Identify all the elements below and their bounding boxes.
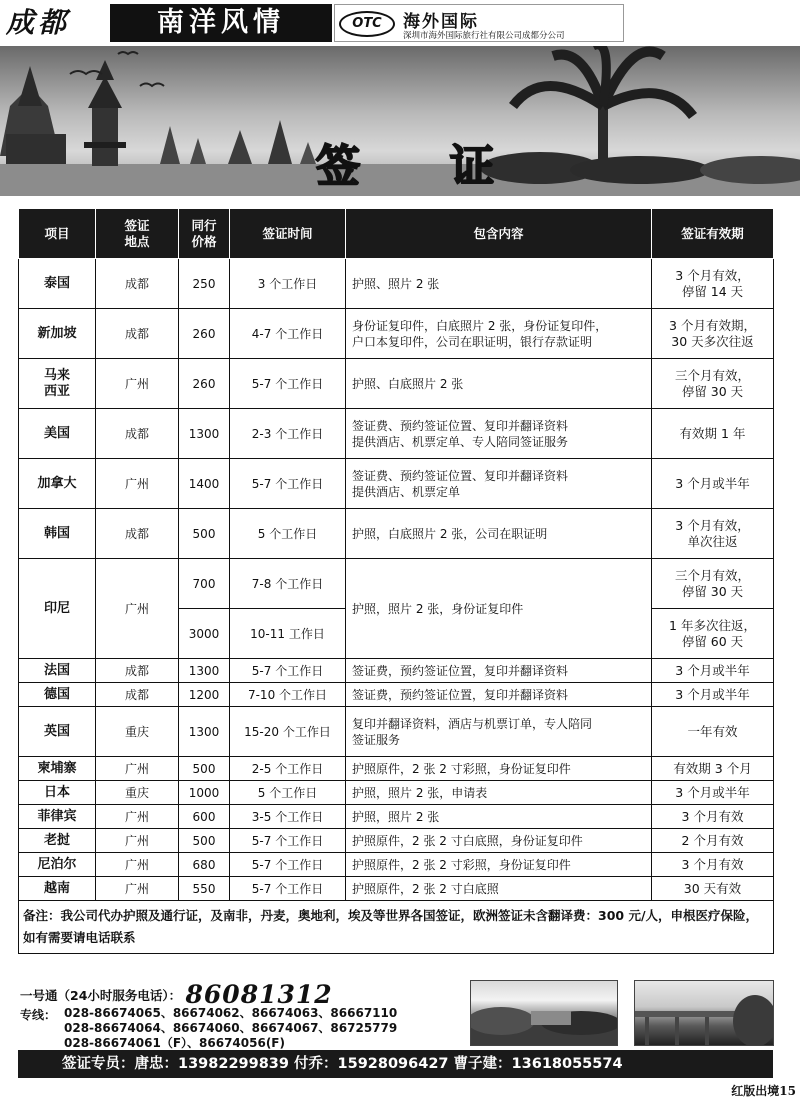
validity-cell: 一年有效: [652, 707, 774, 757]
time-cell: 5-7 个工作日: [230, 659, 346, 683]
location-cell: 广州: [96, 757, 179, 781]
validity-cell: 有效期 1 年: [652, 409, 774, 459]
table-row: [19, 877, 774, 901]
content-cell: 签证费、预约签证位置、复印并翻译资料 提供酒店、机票定单: [346, 459, 652, 509]
footnote-cell: 备注：我公司代办护照及通行证，及南非，丹麦，奥地利，埃及等世界各国签证，欧洲签证未含翻译费：300 元/人，申根医疗保险，如有需要请电话联系: [19, 901, 774, 954]
validity-cell: 3 个月有效期， 30 天多次往返: [652, 309, 774, 359]
location-cell: 成都: [96, 659, 179, 683]
time-cell: 3 个工作日: [230, 259, 346, 309]
table-row: [19, 829, 774, 853]
table-row: [19, 259, 774, 309]
validity-cell: 3 个月有效: [652, 853, 774, 877]
price-cell: 680: [179, 853, 230, 877]
location-cell: 广州: [96, 805, 179, 829]
country-cell: 加拿大: [19, 459, 96, 509]
validity-cell: 3 个月或半年: [652, 683, 774, 707]
location-cell: 广州: [96, 829, 179, 853]
time-cell: 2-3 个工作日: [230, 409, 346, 459]
brand-title: 南洋风情: [110, 4, 332, 42]
table-row: [19, 409, 774, 459]
header-cell-validity: 签证有效期: [652, 209, 774, 259]
hotline-number[interactable]: 86081312: [185, 980, 333, 1009]
price-cell: 260: [179, 309, 230, 359]
hero-title: [270, 130, 584, 192]
price-cell: 500: [179, 509, 230, 559]
country-cell: 韩国: [19, 509, 96, 559]
page-label: 红版出境15: [731, 1084, 796, 1098]
country-cell: 日本: [19, 781, 96, 805]
country-cell: 美国: [19, 409, 96, 459]
table-row: [19, 707, 774, 757]
table-row: [19, 683, 774, 707]
phone-lines: [64, 1006, 397, 1051]
time-cell: 15-20 个工作日: [230, 707, 346, 757]
table-row: [19, 559, 774, 609]
price-cell: 500: [179, 829, 230, 853]
content-cell: 护照、照片 2 张: [346, 259, 652, 309]
location-cell: 成都: [96, 683, 179, 707]
price-cell: 550: [179, 877, 230, 901]
price-cell: 500: [179, 757, 230, 781]
footnote-row: [19, 901, 774, 954]
header-cell-item: 项目: [19, 209, 96, 259]
table-row: [19, 509, 774, 559]
hero-title-text: 签证: [316, 141, 584, 192]
location-cell: 重庆: [96, 781, 179, 805]
location-cell: 广州: [96, 853, 179, 877]
bridge-photo: [634, 980, 774, 1046]
content-cell: 护照原件，2 张 2 寸白底照，身份证复印件: [346, 829, 652, 853]
validity-cell: 三个月有效， 停留 30 天: [652, 559, 774, 609]
time-cell: 3-5 个工作日: [230, 805, 346, 829]
validity-cell: 1 年多次往返， 停留 60 天: [652, 609, 774, 659]
hotline-label: 一号通（24小时服务电话）：: [20, 988, 182, 1003]
hotline: [20, 980, 333, 1009]
visa-table: [18, 208, 774, 954]
time-cell: 5 个工作日: [230, 781, 346, 805]
phone-line[interactable]: 028-86674064、86674060、86674067、86725779: [64, 1021, 398, 1035]
price-cell: 700: [179, 559, 230, 609]
hero-banner: [0, 46, 800, 196]
content-cell: 复印并翻译资料，酒店与机票订单，专人陪同 签证服务: [346, 707, 652, 757]
location-cell: 广州: [96, 559, 179, 659]
time-cell: 4-7 个工作日: [230, 309, 346, 359]
phone-line[interactable]: 028-86674065、86674062、86674063、86667110: [64, 1006, 398, 1020]
price-cell: 600: [179, 805, 230, 829]
time-cell: 5 个工作日: [230, 509, 346, 559]
content-cell: 护照，照片 2 张，申请表: [346, 781, 652, 805]
resort-photo: [470, 980, 618, 1046]
country-cell: 尼泊尔: [19, 853, 96, 877]
time-cell: 5-7 个工作日: [230, 459, 346, 509]
header-cell-location: 签证 地点: [96, 209, 179, 259]
otc-logo-icon: OTC: [339, 11, 395, 37]
content-cell: 护照原件，2 张 2 寸彩照，身份证复印件: [346, 757, 652, 781]
brand-city: 成都: [6, 6, 71, 39]
validity-cell: 3 个月有效: [652, 805, 774, 829]
content-cell: 签证费，预约签证位置，复印并翻译资料: [346, 683, 652, 707]
time-cell: 5-7 个工作日: [230, 359, 346, 409]
country-cell: 泰国: [19, 259, 96, 309]
time-cell: 7-8 个工作日: [230, 559, 346, 609]
country-cell: 菲律宾: [19, 805, 96, 829]
header-bar: [0, 0, 800, 46]
table-row: [19, 359, 774, 409]
company-subtitle: 深圳市海外国际旅行社有限公司成都分公司: [403, 31, 565, 41]
country-cell: 越南: [19, 877, 96, 901]
price-cell: 1400: [179, 459, 230, 509]
price-cell: 1300: [179, 659, 230, 683]
lines-label: 专线：: [20, 1008, 57, 1022]
staff-contact-bar: 签证专员：唐忠：13982299839 付乔：15928096427 曹子建：13618055574: [18, 1050, 773, 1078]
validity-cell: 3 个月有效， 单次往返: [652, 509, 774, 559]
price-cell: 1300: [179, 707, 230, 757]
content-cell: 身份证复印件，白底照片 2 张，身份证复印件， 户口本复印件，公司在职证明，银行存款证明: [346, 309, 652, 359]
content-cell: 签证费，预约签证位置，复印并翻译资料: [346, 659, 652, 683]
time-cell: 10-11 工作日: [230, 609, 346, 659]
validity-cell: 3 个月或半年: [652, 659, 774, 683]
content-cell: 护照，白底照片 2 张，公司在职证明: [346, 509, 652, 559]
table-row: [19, 659, 774, 683]
location-cell: 重庆: [96, 707, 179, 757]
content-cell: 护照，照片 2 张，身份证复印件: [346, 559, 652, 659]
country-cell: 老挝: [19, 829, 96, 853]
header-cell-time: 签证时间: [230, 209, 346, 259]
location-cell: 广州: [96, 459, 179, 509]
table-row: [19, 781, 774, 805]
table-row: [19, 309, 774, 359]
content-cell: 护照原件，2 张 2 寸彩照，身份证复印件: [346, 853, 652, 877]
content-cell: 签证费、预约签证位置、复印并翻译资料 提供酒店、机票定单、专人陪同签证服务: [346, 409, 652, 459]
price-cell: 1000: [179, 781, 230, 805]
validity-cell: 有效期 3 个月: [652, 757, 774, 781]
content-cell: 护照、白底照片 2 张: [346, 359, 652, 409]
location-cell: 成都: [96, 259, 179, 309]
company-logo-box: [334, 4, 624, 42]
country-cell: 印尼: [19, 559, 96, 659]
location-cell: 广州: [96, 877, 179, 901]
country-cell: 德国: [19, 683, 96, 707]
phone-line[interactable]: 028-86674061（F）、86674056(F): [64, 1036, 285, 1050]
validity-cell: 三个月有效， 停留 30 天: [652, 359, 774, 409]
header-cell-content: 包含内容: [346, 209, 652, 259]
location-cell: 成都: [96, 409, 179, 459]
table-row: [19, 757, 774, 781]
validity-cell: 3 个月或半年: [652, 459, 774, 509]
table-header-row: [19, 209, 774, 259]
table-row: [19, 805, 774, 829]
validity-cell: 3 个月有效， 停留 14 天: [652, 259, 774, 309]
content-cell: 护照原件，2 张 2 寸白底照: [346, 877, 652, 901]
validity-cell: 2 个月有效: [652, 829, 774, 853]
time-cell: 2-5 个工作日: [230, 757, 346, 781]
price-cell: 250: [179, 259, 230, 309]
country-cell: 新加坡: [19, 309, 96, 359]
table-row: [19, 853, 774, 877]
country-cell: 英国: [19, 707, 96, 757]
price-cell: 3000: [179, 609, 230, 659]
validity-cell: 30 天有效: [652, 877, 774, 901]
location-cell: 成都: [96, 309, 179, 359]
time-cell: 5-7 个工作日: [230, 853, 346, 877]
validity-cell: 3 个月或半年: [652, 781, 774, 805]
content-cell: 护照，照片 2 张: [346, 805, 652, 829]
time-cell: 5-7 个工作日: [230, 829, 346, 853]
location-cell: 广州: [96, 359, 179, 409]
country-cell: 马来 西亚: [19, 359, 96, 409]
location-cell: 成都: [96, 509, 179, 559]
header-cell-price: 同行 价格: [179, 209, 230, 259]
price-cell: 1200: [179, 683, 230, 707]
country-cell: 法国: [19, 659, 96, 683]
company-name: 海外国际: [403, 12, 479, 32]
country-cell: 柬埔寨: [19, 757, 96, 781]
table-row: [19, 459, 774, 509]
visa-table-body: [19, 259, 774, 954]
price-cell: 260: [179, 359, 230, 409]
time-cell: 7-10 个工作日: [230, 683, 346, 707]
time-cell: 5-7 个工作日: [230, 877, 346, 901]
price-cell: 1300: [179, 409, 230, 459]
